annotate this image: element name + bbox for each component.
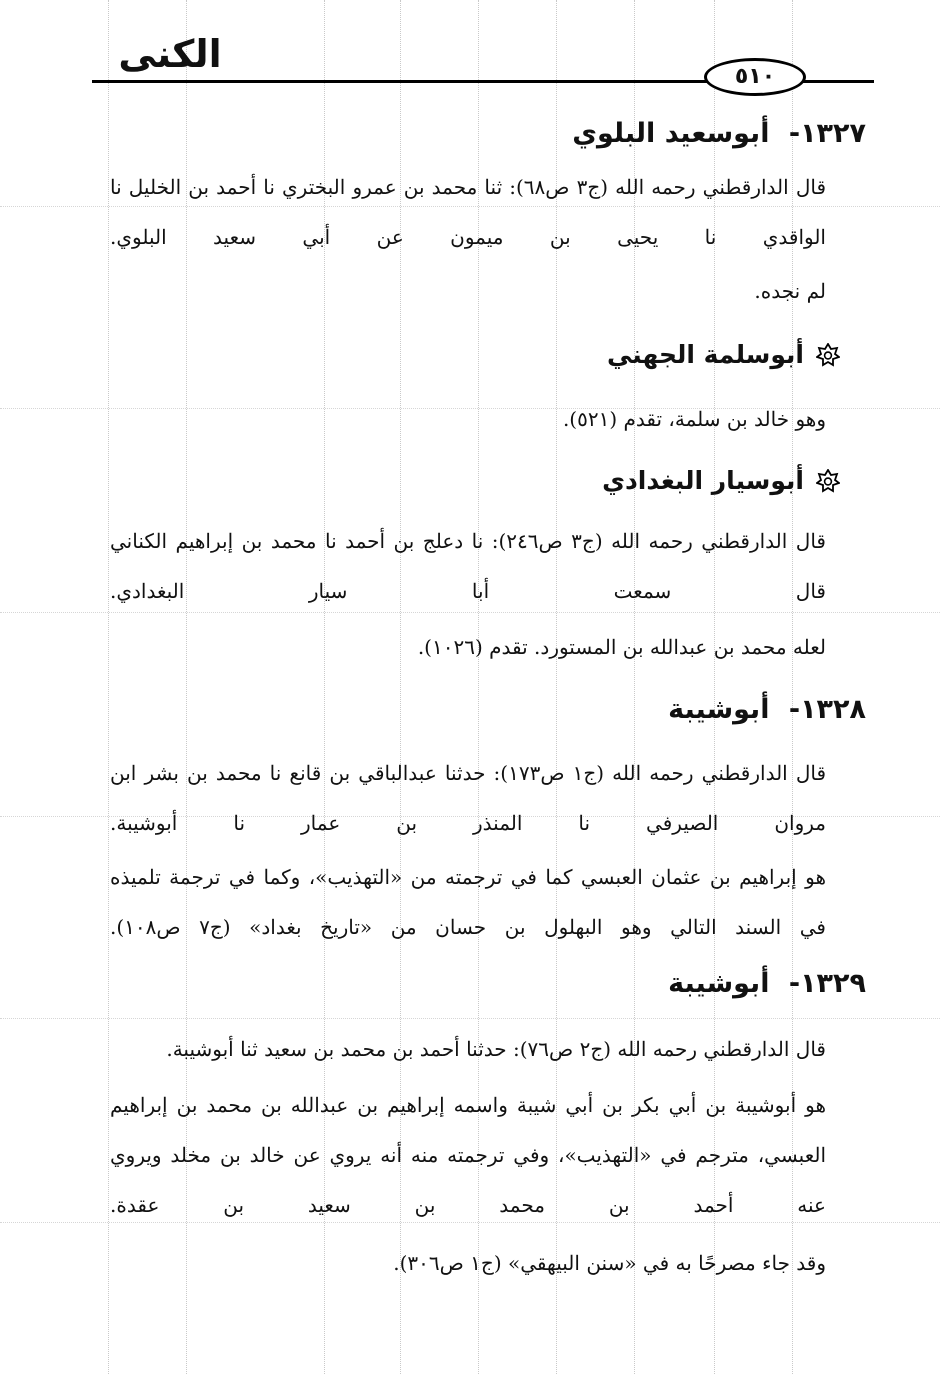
paragraph: وقد جاء مصرحًا به في «سنن البيهقي» (ج١ ص٣٠٦). [393, 1251, 826, 1275]
entry-title: أبوشيبة [668, 968, 770, 999]
sub-entry-title: أبوسيار البغدادي [602, 466, 804, 495]
entry-heading [668, 694, 866, 725]
paragraph: هو إبراهيم بن عثمان العبسي كما في ترجمته من «التهذيب»، وكما في ترجمة تلميذه في السند التالي وهو البهلول بن حسان من «تاريخ بغداد» (ج٧ ص١٠٨). [110, 865, 826, 939]
sub-entry-heading [602, 466, 840, 495]
sub-entry-title: أبوسلمة الجهني [606, 340, 804, 369]
paragraph: قال الدارقطني رحمه الله (ج٣ ص٦٨): ثنا محمد بن عمرو البختري نا أحمد بن الخليل نا الواقدي نا يحيى بن ميمون عن أبي سعيد البلوي. [110, 175, 827, 249]
paragraph: قال الدارقطني رحمه الله (ج١ ص١٧٣): حدثنا عبدالباقي بن قانع نا محمد بن بشر ابن مروان الصيرفي نا المنذر بن عمار نا أبوشيبة. [110, 761, 827, 835]
star-ornament-icon [816, 469, 840, 493]
scan-grid-line [0, 1018, 940, 1019]
paragraph: لعله محمد بن عبدالله بن المستورد. تقدم (١٠٢٦). [417, 635, 826, 659]
entry-heading [668, 968, 866, 999]
entry-number: ١٣٢٧- [788, 118, 866, 149]
entry-title: أبوشيبة [668, 694, 770, 725]
star-ornament-icon [816, 343, 840, 367]
paragraph: وهو خالد بن سلمة، تقدم (٥٢١). [562, 407, 826, 431]
page-number: ٥١٠ [704, 58, 806, 96]
running-title: الكنى [118, 32, 222, 76]
paragraph: قال الدارقطني رحمه الله (ج٢ ص٧٦): حدثنا أحمد بن محمد بن سعيد ثنا أبوشيبة. [166, 1037, 826, 1061]
entry-number: ١٣٢٨- [788, 694, 866, 725]
paragraph: هو أبوشيبة بن أبي بكر بن أبي شيبة واسمه إبراهيم بن عبدالله بن محمد بن إبراهيم العبسي، مترجم في «التهذيب»، وفي ترجمته منه أنه يروي عن خالد بن مخلد ويروي عنه أحمد بن محمد بن سعيد بن عقدة. [110, 1093, 826, 1217]
entry-heading [572, 118, 866, 149]
sub-entry-heading [607, 340, 840, 369]
entry-title: أبوسعيد البلوي [572, 118, 770, 149]
paragraph: قال الدارقطني رحمه الله (ج٣ ص٢٤٦): نا دعلج بن أحمد نا محمد بن إبراهيم الكناني قال سمعت أبا سيار البغدادي. [110, 529, 826, 603]
entry-number: ١٣٢٩- [788, 968, 866, 999]
paragraph: لم نجده. [754, 279, 826, 303]
